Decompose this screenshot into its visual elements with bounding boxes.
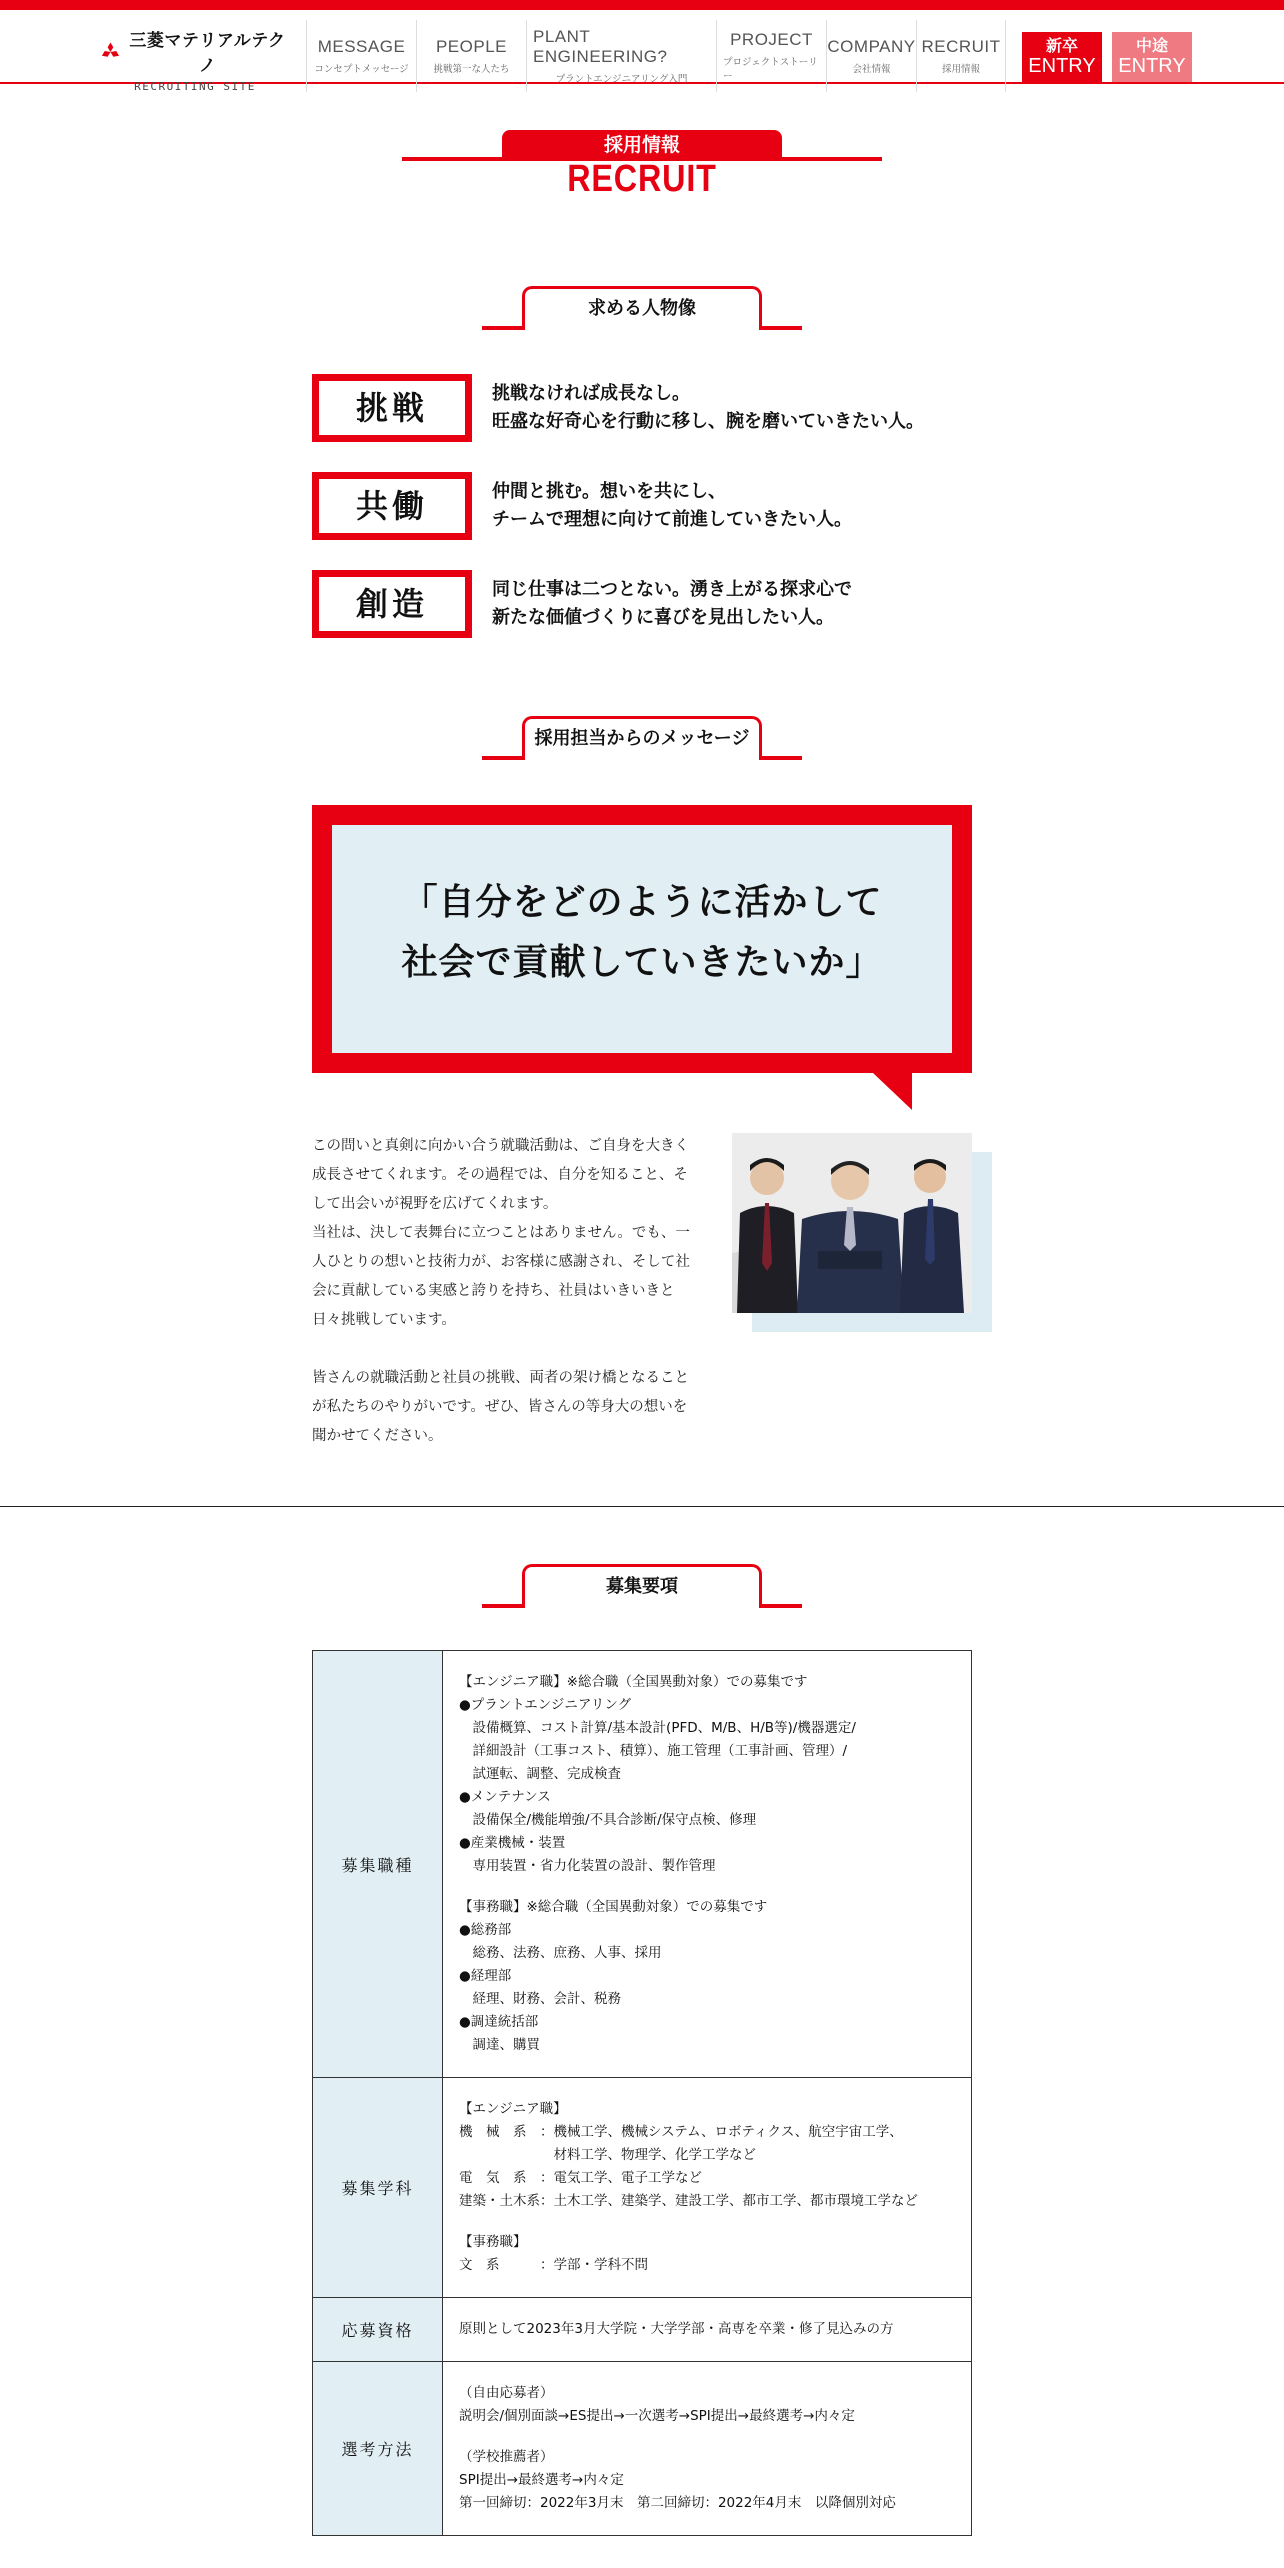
- nav-item-project[interactable]: [716, 20, 826, 92]
- content-line: 総務、法務、庶務、人事、採用: [459, 1945, 662, 1961]
- trait-line: 新たな価値づくりに喜びを見出したい人。: [492, 607, 834, 628]
- nav-label: RECRUIT: [921, 37, 1001, 56]
- content-block: [459, 1896, 955, 2057]
- row-label: 募集職種: [313, 1651, 443, 2078]
- trait-collaboration: [312, 472, 912, 540]
- content-line: ●プラントエンジニアリング: [459, 1697, 632, 1713]
- message-paragraph-1: [312, 1132, 698, 1335]
- entry-label-en: ENTRY: [1118, 54, 1186, 77]
- nav-item-plant-engineering[interactable]: [526, 20, 716, 92]
- content-line: 調達、購買: [459, 2037, 540, 2053]
- row-content: [443, 2298, 972, 2362]
- entry-label-jp: 中途: [1135, 36, 1168, 56]
- new-graduate-entry-button[interactable]: [1022, 32, 1102, 82]
- content-line: 材料工学、物理学、化学工学など: [459, 2147, 756, 2163]
- content-line: 【エンジニア職】※総合職（全国異動対象）での募集です: [459, 1674, 808, 1690]
- site-header: [0, 10, 1284, 93]
- message-text: この問いと真剣に向かい合う就職活動は、ご自身を大きく成長させてくれます。その過程では、自分を知ること、そして出会いが視野を広げてくれます。: [312, 1138, 689, 1212]
- three-diamonds-icon: [100, 42, 121, 61]
- quote-text: [332, 873, 952, 993]
- table-row: [313, 2298, 972, 2362]
- quote-line: 「自分をどのように活かして: [401, 882, 883, 923]
- content-line: 経理、財務、会計、税務: [459, 1991, 621, 2007]
- nav-label: PROJECT: [730, 30, 813, 49]
- section-heading-message: [482, 716, 802, 760]
- message-paragraph-2: [312, 1364, 698, 1451]
- content-line: 【事務職】※総合職（全国異動対象）での募集です: [459, 1899, 768, 1915]
- entry-label-jp: 新卒: [1045, 36, 1078, 56]
- trait-line: 挑戦なければ成長なし。: [492, 383, 690, 404]
- content-line: （自由応募者）: [459, 2385, 554, 2401]
- heading-label: 求める人物像: [522, 286, 762, 330]
- recruiters-photo: [732, 1133, 972, 1313]
- trait-challenge: [312, 374, 924, 442]
- table-row: [313, 2362, 972, 2536]
- content-line: ●経理部: [459, 1968, 512, 1984]
- nav-item-company[interactable]: [826, 20, 916, 92]
- section-divider: [0, 1506, 1284, 1507]
- trait-word: 挑戦: [312, 374, 472, 442]
- row-content: [443, 2078, 972, 2298]
- content-line: ●メンテナンス: [459, 1789, 551, 1805]
- content-block: [459, 2382, 955, 2428]
- page-title: [402, 130, 882, 200]
- row-label: 応募資格: [313, 2298, 443, 2362]
- nav-label: MESSAGE: [317, 37, 406, 56]
- nav-item-recruit[interactable]: [916, 20, 1006, 92]
- trait-creation: [312, 570, 912, 638]
- content-line: 機 械 系 ：機械工学、機械システム、ロボティクス、航空宇宙工学、: [459, 2124, 903, 2140]
- table-row: [313, 1651, 972, 2078]
- content-line: ●産業機械・装置: [459, 1835, 566, 1851]
- content-line: 専用装置・省力化装置の設計、製作管理: [459, 1858, 716, 1874]
- global-nav: [306, 20, 1006, 90]
- trait-line: チームで理想に向けて前進していきたい人。: [492, 509, 852, 530]
- quote-line: 社会で貢献していきたいか」: [401, 942, 883, 983]
- nav-sublabel: プラントエンジニアリング入門: [555, 74, 688, 85]
- entry-label-en: ENTRY: [1028, 54, 1096, 77]
- mid-career-entry-button[interactable]: [1112, 32, 1192, 82]
- content-block: [459, 2231, 955, 2277]
- content-line: 【エンジニア職】: [459, 2101, 567, 2117]
- table-row: [313, 2078, 972, 2298]
- trait-word: 共働: [312, 472, 472, 540]
- requirements-table: [312, 1650, 972, 2536]
- row-label: 選考方法: [313, 2362, 443, 2536]
- trait-description: [492, 380, 924, 436]
- row-content: [443, 1651, 972, 2078]
- content-line: 設備概算、コスト計算/基本設計(PFD、M/B、H/B等)/機器選定/: [459, 1720, 856, 1736]
- nav-sublabel: 会社情報: [852, 64, 891, 75]
- message-text: 皆さんの就職活動と社員の挑戦、両者の架け橋となることが私たちのやりがいです。ぜひ、皆さんの等身大の想いを聞かせてください。: [312, 1370, 689, 1444]
- page-title-en: RECRUIT: [567, 158, 717, 200]
- content-line: ●調達統括部: [459, 2014, 539, 2030]
- content-line: ●総務部: [459, 1922, 512, 1938]
- nav-item-people[interactable]: [416, 20, 526, 92]
- nav-label: PLANT ENGINEERING?: [533, 27, 668, 66]
- content-block: [459, 1671, 955, 1878]
- quote-speech-bubble: [312, 805, 972, 1073]
- section-heading-ideal: [482, 286, 802, 330]
- trait-description: [492, 478, 852, 534]
- trait-line: 旺盛な好奇心を行動に移し、腕を磨いていきたい人。: [492, 411, 924, 432]
- content-line: 【事務職】: [459, 2234, 527, 2250]
- heading-label: 募集要項: [522, 1564, 762, 1608]
- heading-label: 採用担当からのメッセージ: [522, 716, 762, 760]
- nav-label: COMPANY: [827, 37, 916, 56]
- content-line: SPI提出→最終選考→内々定: [459, 2472, 624, 2488]
- three-staff-photo-icon: [732, 1133, 972, 1313]
- nav-sublabel: コンセプトメッセージ: [314, 64, 409, 75]
- logo-name: 三菱マテリアルテクノ: [129, 31, 286, 76]
- trait-line: 仲間と挑む。想いを共にし、: [492, 481, 726, 502]
- page-title-jp: 採用情報: [502, 130, 782, 160]
- content-line: 原則として2023年3月大学院・大学学部・高専を卒業・修了見込みの方: [459, 2321, 894, 2337]
- content-line: 試運転、調整、完成検査: [459, 1766, 621, 1782]
- row-content: [443, 2362, 972, 2536]
- content-line: 文 系 ：学部・学科不問: [459, 2257, 648, 2273]
- content-line: 設備保全/機能増強/不具合診断/保守点検、修理: [459, 1812, 757, 1828]
- trait-description: [492, 576, 852, 632]
- logo-subtitle: RECRUITING SITE: [134, 80, 256, 93]
- trait-line: 同じ仕事は二つとない。湧き上がる探求心で: [492, 579, 852, 600]
- company-logo[interactable]: [100, 26, 290, 93]
- speech-bubble-tail: [872, 1072, 912, 1110]
- content-line: 建築・土木系：土木工学、建築学、建設工学、都市工学、都市環境工学など: [459, 2193, 918, 2209]
- content-line: （学校推薦者）: [459, 2449, 554, 2465]
- nav-item-message[interactable]: [306, 20, 416, 92]
- content-line: 詳細設計（工事コスト、積算）、施工管理（工事計画、管理）/: [459, 1743, 848, 1759]
- section-heading-requirements: [482, 1564, 802, 1608]
- nav-sublabel: 挑戦第一な人たち: [433, 64, 510, 75]
- nav-sublabel: プロジェクトストーリー: [723, 57, 818, 82]
- top-accent-bar: [0, 0, 1284, 10]
- content-line: 電 気 系 ：電気工学、電子工学など: [459, 2170, 702, 2186]
- trait-word: 創造: [312, 570, 472, 638]
- nav-sublabel: 採用情報: [941, 64, 980, 75]
- message-text: 当社は、決して表舞台に立つことはありません。でも、一人ひとりの想いと技術力が、お客様に感謝され、そして社会に貢献している実感と誇りを持ち、社員はいきいきと日々挑戦しています。: [312, 1225, 690, 1328]
- content-line: 第一回締切：2022年3月末 第二回締切：2022年4月末 以降個別対応: [459, 2495, 896, 2511]
- content-block: [459, 2318, 955, 2341]
- content-block: [459, 2446, 955, 2515]
- content-line: 説明会/個別面談→ES提出→一次選考→SPI提出→最終選考→内々定: [459, 2408, 855, 2424]
- nav-label: PEOPLE: [435, 37, 508, 56]
- content-block: [459, 2098, 955, 2213]
- row-label: 募集学科: [313, 2078, 443, 2298]
